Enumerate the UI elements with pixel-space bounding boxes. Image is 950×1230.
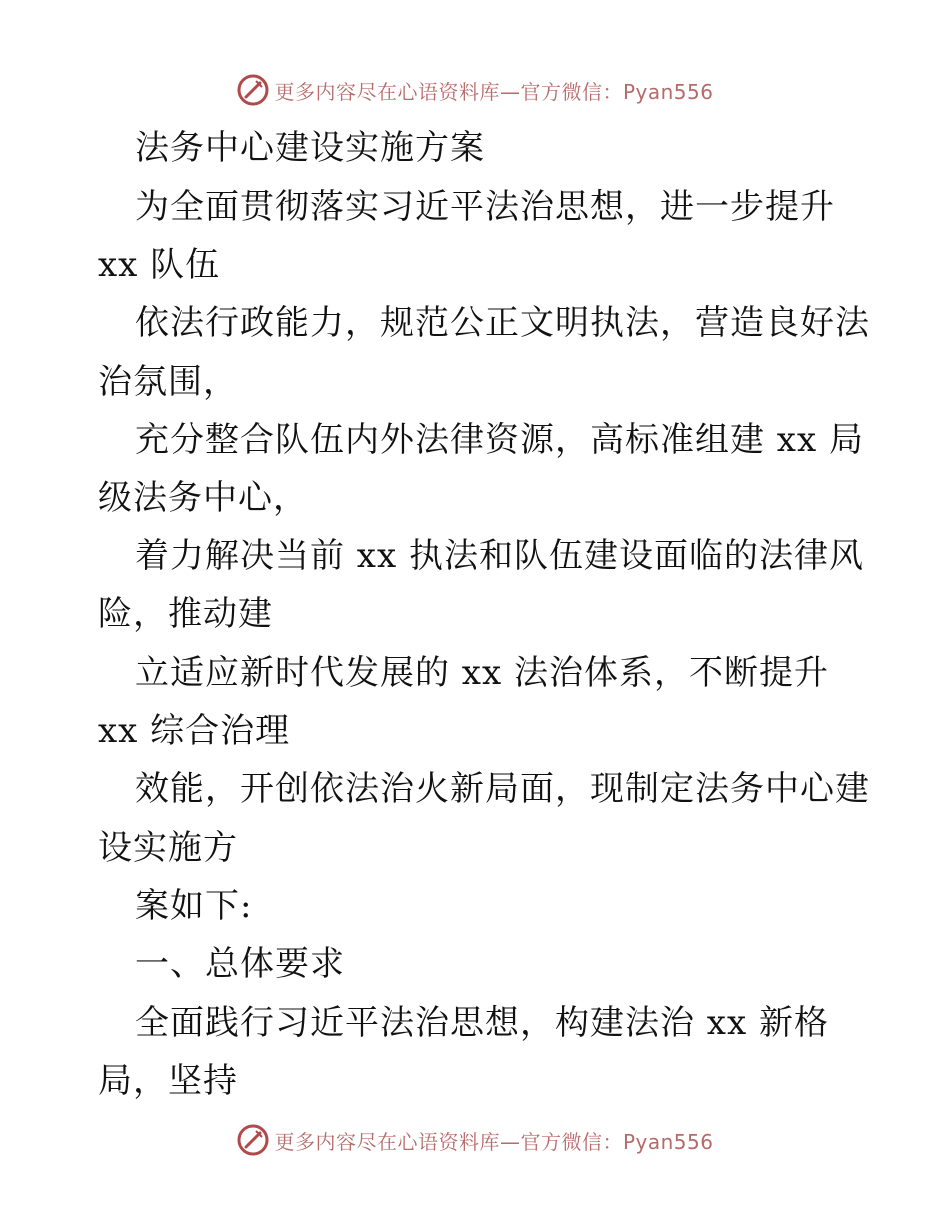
footer-banner — [0, 1120, 950, 1160]
paragraph-line: 局，坚持 — [98, 1061, 238, 1101]
paragraph-line: 为全面贯彻落实习近平法治思想，进一步提升 — [135, 187, 835, 227]
logo-icon — [236, 73, 270, 107]
banner-text: 更多内容尽在心语资料库—官方微信：Pyan556 — [274, 1129, 714, 1154]
header-banner — [0, 70, 950, 110]
paragraph-line: 险，推动建 — [98, 594, 273, 634]
logo-icon — [236, 1123, 270, 1157]
section-heading: 一、总体要求 — [135, 944, 345, 984]
paragraph-line: 设实施方 — [98, 828, 238, 868]
paragraph-line: 充分整合队伍内外法律资源，高标准组建 xx 局 — [135, 420, 864, 460]
paragraph-line: 效能，开创依法治火新局面，现制定法务中心建 — [135, 769, 870, 809]
paragraph-line: 依法行政能力，规范公正文明执法，营造良好法 — [135, 303, 870, 343]
document-title: 法务中心建设实施方案 — [135, 128, 485, 168]
paragraph-line: 立适应新时代发展的 xx 法治体系，不断提升 — [135, 653, 829, 693]
paragraph-line: 着力解决当前 xx 执法和队伍建设面临的法律风 — [135, 536, 864, 576]
paragraph-line: xx 综合治理 — [98, 711, 291, 751]
paragraph-line: 级法务中心， — [98, 478, 308, 518]
paragraph-line: xx 队伍 — [98, 245, 221, 285]
paragraph-line: 全面践行习近平法治思想，构建法治 xx 新格 — [135, 1003, 829, 1043]
paragraph-line: 案如下: — [135, 886, 253, 926]
banner-text: 更多内容尽在心语资料库—官方微信：Pyan556 — [274, 79, 714, 104]
paragraph-line: 治氛围， — [98, 362, 238, 402]
